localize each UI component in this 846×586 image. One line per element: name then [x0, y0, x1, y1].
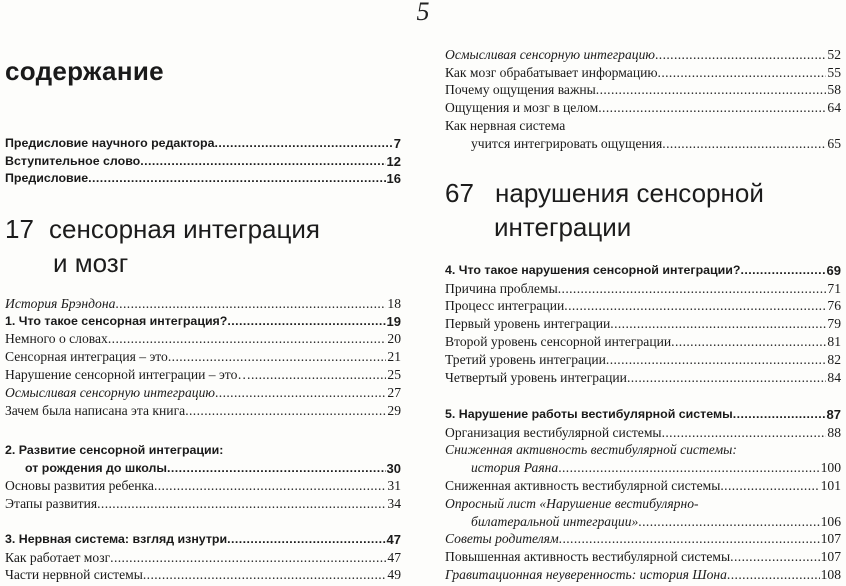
part1-number: 17 [5, 214, 34, 244]
toc-entry[interactable]: Гравитационная неуверенность: история Шона . . . 108 [445, 565, 841, 583]
toc-entry[interactable]: Третий уровень интеграции . . . 82 [445, 350, 841, 368]
toc-entry[interactable]: Советы родителям . . . 107 [445, 530, 841, 548]
part1-entries [5, 294, 401, 419]
toc-entry[interactable]: Почему ощущения важны . . . 58 [445, 81, 841, 99]
part1-title-line2: и мозг [53, 248, 129, 278]
chapter-3-entry[interactable]: 3. Нервная система: взгляд изнутри . . . 47 [5, 530, 401, 548]
part2-title-line2: интеграции [494, 212, 632, 242]
toc-entry[interactable]: Процесс интеграции . . . 76 [445, 297, 841, 315]
toc-entry[interactable]: Части нервной системы . . . 49 [5, 566, 401, 584]
toc-entry[interactable]: Основы развития ребенка . . . 31 [5, 477, 401, 495]
toc-entry[interactable]: Как мозг обрабатывает информацию . . . 55 [445, 63, 841, 81]
toc-entry[interactable]: Осмысливая сенсорную интеграцию . . . 52 [445, 45, 841, 63]
contents-title: содержание [5, 56, 164, 86]
chapter-4-entry[interactable]: 4. Что такое нарушения сенсорной интеграции? . . . 69 [445, 261, 841, 279]
toc-entry[interactable]: Повышенная активность вестибулярной системы . . . 107 [445, 547, 841, 565]
part1-heading [5, 212, 320, 280]
part1-title: сенсорная интеграция [49, 214, 321, 244]
right-top-entries [445, 45, 841, 152]
toc-entry[interactable]: Первый уровень интеграции . . . 79 [445, 314, 841, 332]
toc-entry[interactable]: Вступительное слово . . . 12 [5, 152, 401, 170]
toc-entry[interactable]: Нарушение сенсорной интеграции – это… . . . 25 [5, 365, 401, 383]
part2-heading [445, 176, 764, 244]
toc-entry[interactable]: Сниженная активность вестибулярной системы . . . 101 [445, 476, 841, 494]
chapter-5-entry[interactable]: 5. Нарушение работы вестибулярной системы . . . 87 [445, 405, 841, 423]
toc-entry[interactable]: Осмысливая сенсорную интеграцию . . . 27 [5, 383, 401, 401]
toc-entry[interactable]: Опросный лист «Нарушение вестибулярно- [445, 495, 699, 511]
toc-entry[interactable]: Этапы развития . . . 34 [5, 494, 401, 512]
toc-entry[interactable]: Предисловие . . . 16 [5, 170, 401, 188]
toc-entry[interactable]: Сенсорная интеграция – это . . . 21 [5, 347, 401, 365]
toc-entry[interactable]: Ощущения и мозг в целом . . . 64 [445, 98, 841, 116]
toc-entry[interactable]: Немного о словах . . . 20 [5, 330, 401, 348]
page-number: 5 [416, 0, 430, 26]
chapter-2-block [5, 441, 401, 512]
chapter-2-entry[interactable]: 2. Развитие сенсорной интеграции: [5, 442, 224, 457]
toc-entry[interactable]: Четвертый уровень интеграции . . . 84 [445, 368, 841, 386]
chapter-4-block [445, 261, 841, 386]
chapter-5-block [445, 405, 841, 583]
chapter-2-entry-cont[interactable]: от рождения до школы . . . 30 [5, 459, 401, 477]
toc-entry-cont[interactable]: история Раяна . . . 100 [445, 458, 841, 476]
part2-title: нарушения сенсорной [495, 178, 764, 208]
toc-entry[interactable]: Предисловие научного редактора . . . 7 [5, 134, 401, 152]
part2-number: 67 [445, 178, 474, 208]
toc-entry-cont[interactable]: билатеральной интеграции» . . . 106 [445, 512, 841, 530]
chapter-1-entry[interactable]: 1. Что такое сенсорная интеграция? . . . 19 [5, 312, 401, 330]
toc-entry[interactable]: Как работает мозг . . . 47 [5, 548, 401, 566]
toc-entry[interactable]: Сниженная активность вестибулярной системы: [445, 442, 737, 458]
front-matter-list [5, 134, 401, 187]
chapter-3-block [5, 530, 401, 583]
toc-entry[interactable]: История Брэндона . . . 18 [5, 294, 401, 312]
toc-entry[interactable]: Второй уровень сенсорной интеграции . . . 81 [445, 332, 841, 350]
toc-entry-cont[interactable]: учится интегрировать ощущения . . . 65 [445, 134, 841, 152]
toc-entry[interactable]: Причина проблемы . . . 71 [445, 279, 841, 297]
toc-entry[interactable]: Организация вестибулярной системы . . . 88 [445, 423, 841, 441]
toc-entry[interactable]: Как нервная система [445, 117, 566, 133]
toc-entry[interactable]: Зачем была написана эта книга . . . 29 [5, 401, 401, 419]
